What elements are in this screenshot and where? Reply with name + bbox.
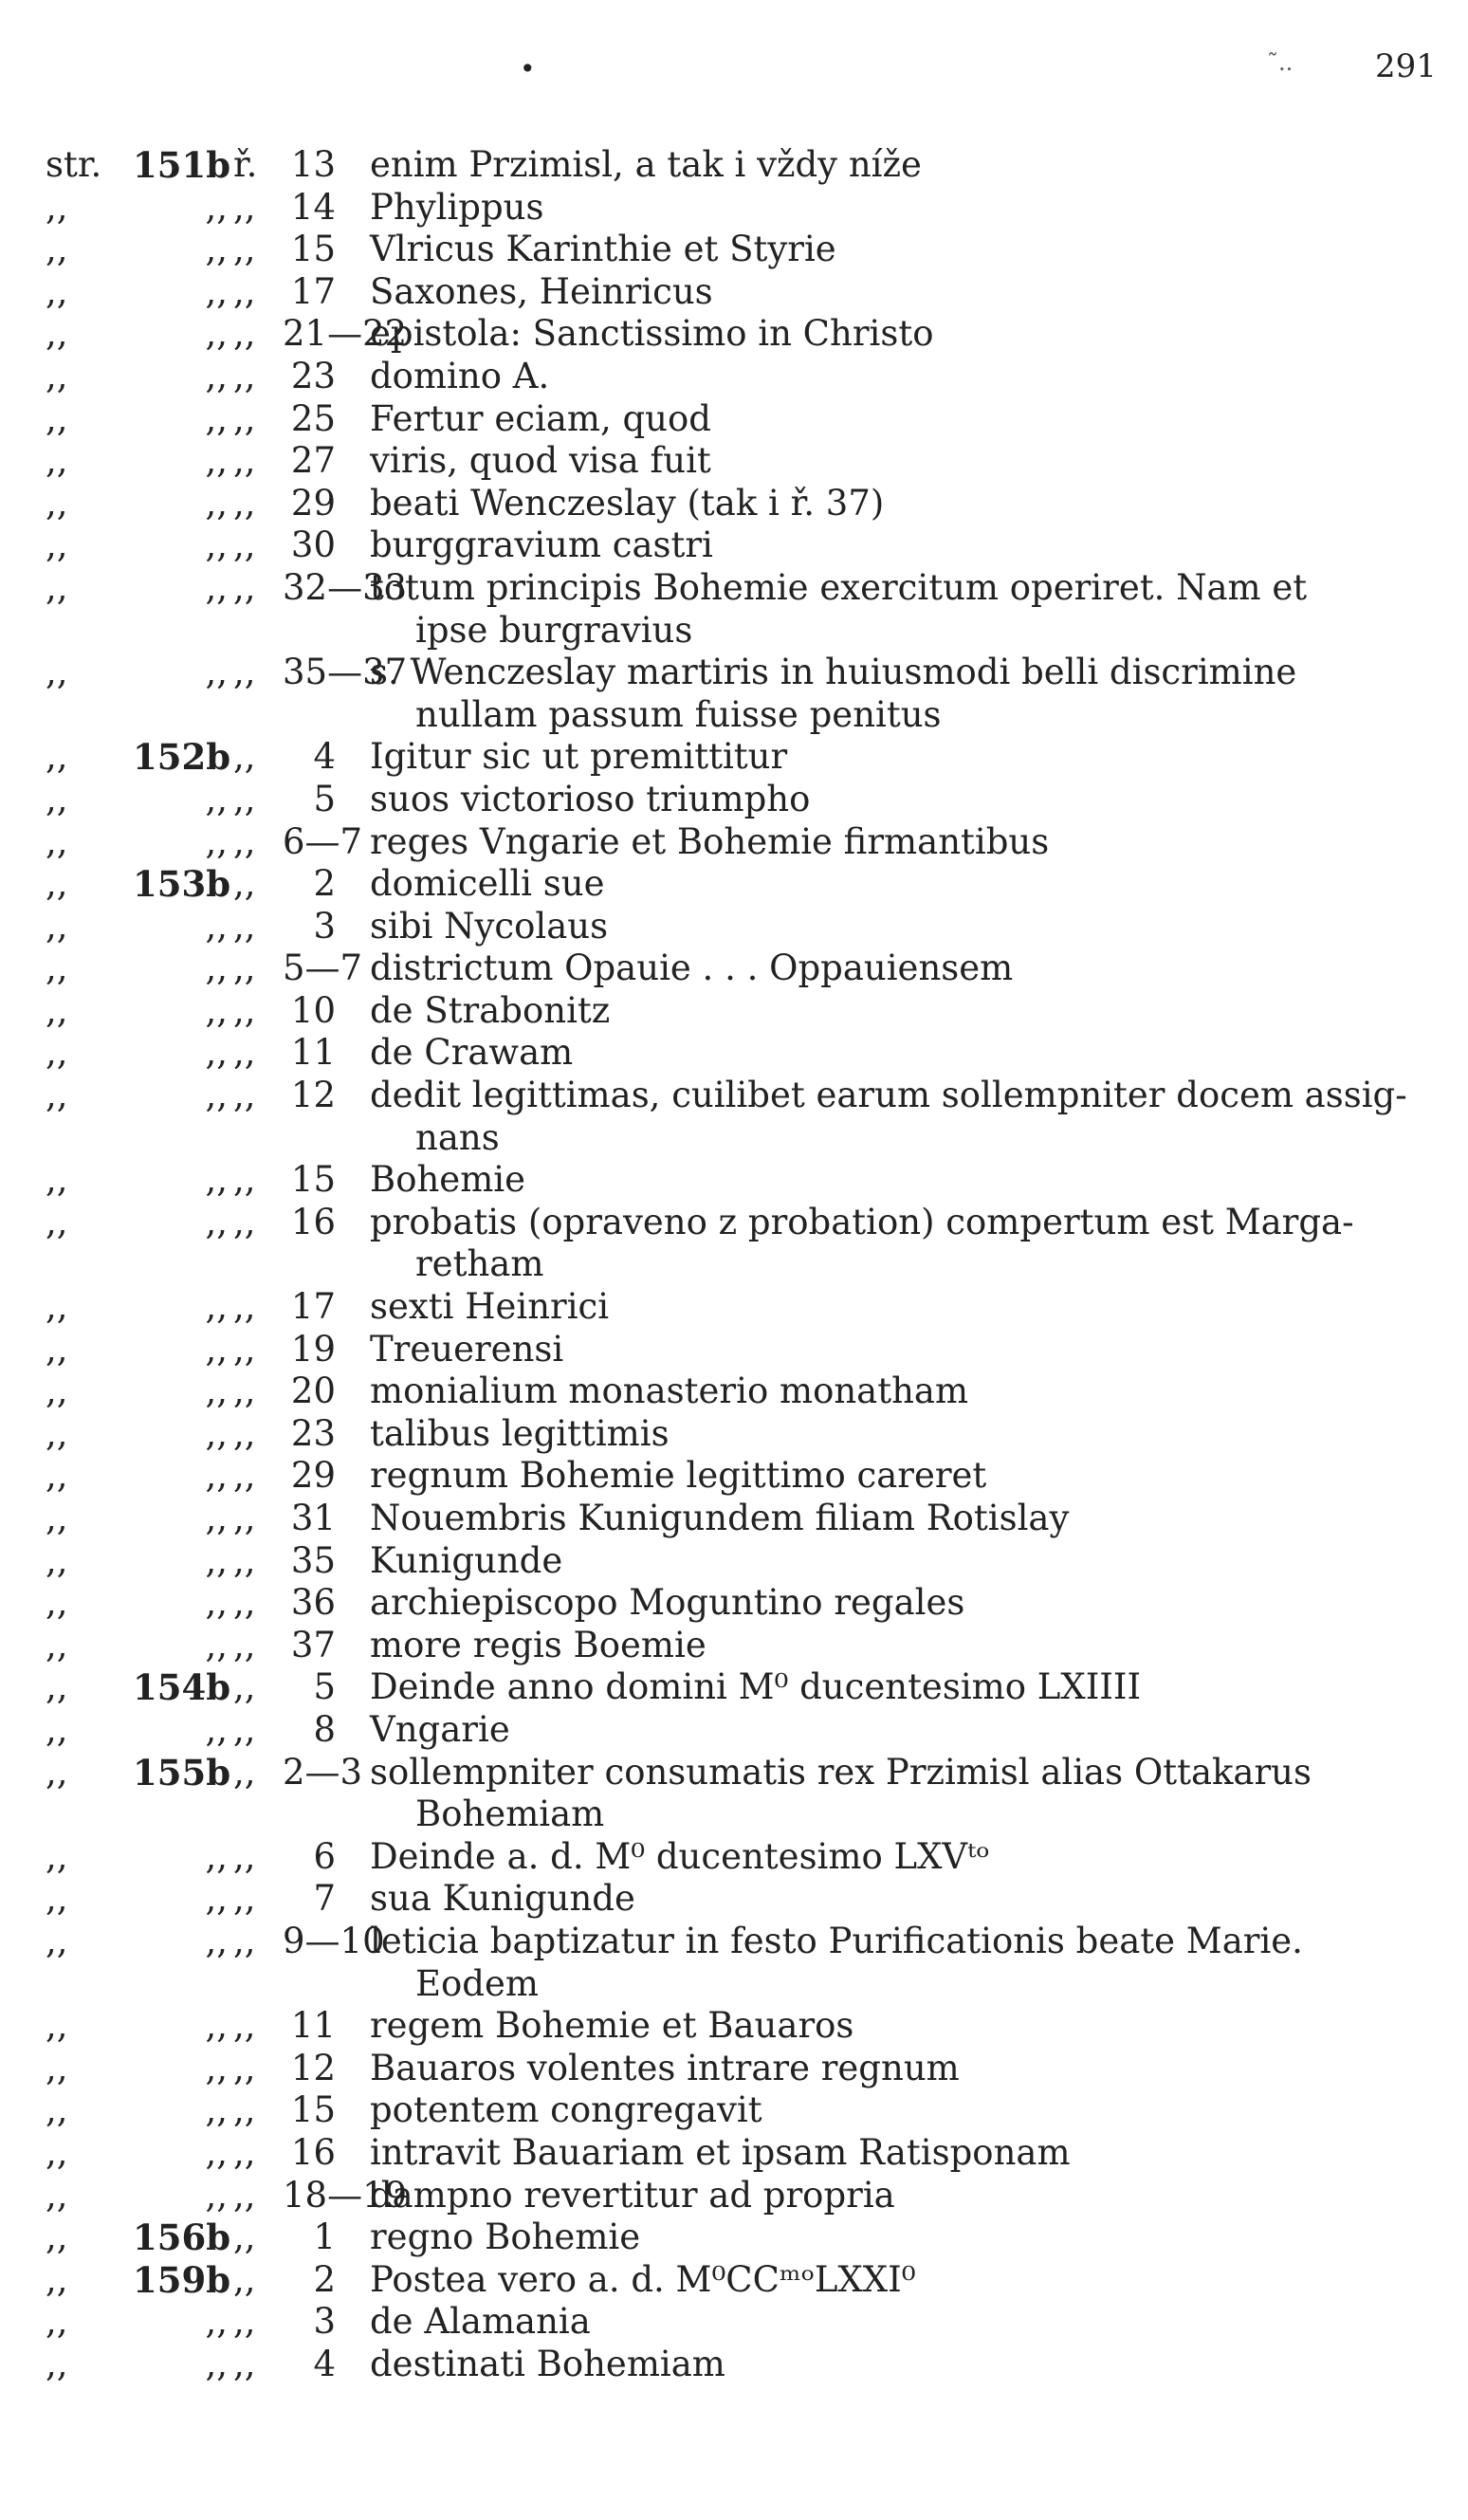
entry-text: Kunigunde xyxy=(370,1539,563,1581)
ref-line-number: 35—37 xyxy=(283,652,408,693)
ref-page: ,, xyxy=(205,2047,228,2088)
ref-str: ,, xyxy=(46,1878,68,1920)
ref-page: ,, xyxy=(205,2089,228,2131)
ref-page: ,, xyxy=(205,186,228,228)
ref-page: ,, xyxy=(205,947,228,989)
ref-line-number: 1 xyxy=(313,2216,336,2258)
list-item xyxy=(0,863,1468,906)
list-item-continuation xyxy=(0,694,1468,737)
ref-page: ,, xyxy=(205,1878,228,1920)
ref-line-abbr: ,, xyxy=(233,1498,256,1538)
entry-text: reges Vngarie et Bohemie firmantibus xyxy=(370,820,1050,862)
ref-str: ,, xyxy=(46,1455,68,1497)
ref-page: ,, xyxy=(205,524,228,566)
list-item xyxy=(0,1752,1468,1794)
ref-line-abbr: ,, xyxy=(233,2089,256,2131)
entry-text: Phylippus xyxy=(370,186,544,228)
ref-line-number: 2 xyxy=(313,863,336,905)
ref-line-abbr: ,, xyxy=(233,229,256,270)
entry-text: de Alamania xyxy=(370,2301,591,2343)
ref-str: ,, xyxy=(46,1412,68,1454)
ref-line-abbr: ,, xyxy=(233,1201,256,1242)
ref-line-number: 7 xyxy=(313,1878,336,1920)
ref-str: ,, xyxy=(46,1201,68,1242)
ref-line-number: 5 xyxy=(313,778,336,819)
ref-line-number: 12 xyxy=(290,1075,336,1116)
list-item xyxy=(0,1625,1468,1667)
ref-page: 155b xyxy=(133,1751,231,1793)
ref-str: ,, xyxy=(46,778,68,819)
entry-text: Igitur sic ut premittitur xyxy=(370,736,788,778)
ref-line-abbr: ,, xyxy=(233,482,256,524)
ref-page: 156b xyxy=(133,2216,231,2259)
entry-text: sibi Nycolaus xyxy=(370,905,609,947)
ref-str: ,, xyxy=(46,229,68,270)
entry-text: suos victorioso triumpho xyxy=(370,778,811,819)
entry-text: de Crawam xyxy=(370,1032,574,1074)
ref-page: ,, xyxy=(205,652,228,693)
ref-line-number: 25 xyxy=(290,397,336,439)
ref-page: ,, xyxy=(205,270,228,312)
ref-line-number: 20 xyxy=(290,1370,336,1412)
ref-page: 153b xyxy=(133,863,231,906)
ref-str: ,, xyxy=(46,1539,68,1581)
ref-line-number: 5 xyxy=(313,1666,336,1708)
ref-line-number: 6 xyxy=(313,1835,336,1877)
ref-line-abbr: ,, xyxy=(233,1582,256,1624)
list-item xyxy=(0,1921,1468,1963)
ref-page: ,, xyxy=(205,1920,228,1961)
ref-str: ,, xyxy=(46,1751,68,1793)
list-item xyxy=(0,229,1468,271)
ref-page: 151b xyxy=(133,144,231,186)
ref-line-number: 11 xyxy=(290,1032,336,1074)
entry-text: Fertur eciam, quod xyxy=(370,397,711,439)
ref-page: ,, xyxy=(205,566,228,608)
ref-page: ,, xyxy=(205,905,228,947)
list-item-continuation xyxy=(0,1793,1468,1836)
list-item xyxy=(0,1878,1468,1921)
entry-text: Postea vero a. d. M⁰CCᵐᵒLXXI⁰ xyxy=(370,2258,916,2300)
list-item-continuation xyxy=(0,610,1468,653)
ref-str: ,, xyxy=(46,1708,68,1750)
list-item xyxy=(0,1159,1468,1202)
entry-text: Vlricus Karinthie et Styrie xyxy=(370,229,836,270)
ref-line-number: 36 xyxy=(290,1582,336,1624)
ref-page: ,, xyxy=(205,2174,228,2216)
ref-line-number: 3 xyxy=(313,2301,336,2343)
ref-line-number: 5—7 xyxy=(283,947,363,989)
ref-line-abbr: ,, xyxy=(233,820,256,862)
ref-line-abbr: ,, xyxy=(233,397,256,439)
entry-text: regno Bohemie xyxy=(370,2216,641,2258)
ref-str: ,, xyxy=(46,1498,68,1538)
entry-text: burggravium castri xyxy=(370,524,713,566)
entry-text: Eodem xyxy=(415,1962,539,2004)
ref-line-abbr: ,, xyxy=(233,2216,256,2258)
entry-text: districtum Opauie . . . Oppauiensem xyxy=(370,947,1014,989)
ref-line-abbr: ,, xyxy=(233,270,256,312)
ref-line-number: 10 xyxy=(290,989,336,1031)
ref-str: ,, xyxy=(46,2174,68,2216)
ref-line-number: 15 xyxy=(290,229,336,270)
ref-line-number: 17 xyxy=(290,1286,336,1328)
ref-str: ,, xyxy=(46,652,68,693)
entry-text: ipse burgravius xyxy=(415,609,693,651)
ref-str: ,, xyxy=(46,1666,68,1708)
ref-page: ,, xyxy=(205,1328,228,1370)
entry-text: potentem congregavit xyxy=(370,2089,762,2131)
entry-text: sua Kunigunde xyxy=(370,1878,635,1920)
list-item xyxy=(0,1455,1468,1498)
ref-str: ,, xyxy=(46,355,68,396)
ref-str: ,, xyxy=(46,1835,68,1877)
ref-page: ,, xyxy=(205,1582,228,1624)
list-item xyxy=(0,440,1468,483)
ref-page: ,, xyxy=(205,355,228,396)
ref-line-number: 2 xyxy=(313,2258,336,2300)
entry-text: intravit Bauariam et ipsam Ratisponam xyxy=(370,2131,1071,2173)
ref-line-abbr: ,, xyxy=(233,524,256,566)
ref-page: ,, xyxy=(205,2343,228,2384)
list-item xyxy=(0,2216,1468,2259)
list-item xyxy=(0,398,1468,441)
ref-line-abbr: ,, xyxy=(233,1666,256,1708)
ref-line-abbr: ,, xyxy=(233,355,256,396)
list-item xyxy=(0,2005,1468,2048)
ref-line-abbr: ,, xyxy=(233,989,256,1031)
list-item xyxy=(0,187,1468,230)
ref-page: ,, xyxy=(205,1539,228,1581)
ref-line-number: 29 xyxy=(290,1455,336,1497)
ref-str: ,, xyxy=(46,1582,68,1624)
ref-line-number: 37 xyxy=(290,1624,336,1665)
ref-str: ,, xyxy=(46,1920,68,1961)
ref-page: ,, xyxy=(205,1159,228,1201)
ref-page: ,, xyxy=(205,1370,228,1412)
list-item-continuation xyxy=(0,1117,1468,1160)
ref-page: ,, xyxy=(205,1835,228,1877)
ref-page: ,, xyxy=(205,1624,228,1665)
entry-text: viris, quod visa fuit xyxy=(370,440,711,482)
ref-str: ,, xyxy=(46,820,68,862)
entry-text: Bauaros volentes intrare regnum xyxy=(370,2047,960,2088)
ref-line-abbr: ,, xyxy=(233,652,256,693)
ref-line-number: 18—19 xyxy=(283,2174,408,2216)
ref-page: 152b xyxy=(133,736,231,779)
ref-str: ,, xyxy=(46,566,68,608)
ref-line-abbr: ,, xyxy=(233,1708,256,1750)
ref-str: ,, xyxy=(46,947,68,989)
ref-line-number: 27 xyxy=(290,440,336,482)
ref-str: ,, xyxy=(46,2301,68,2343)
ref-str: ,, xyxy=(46,186,68,228)
list-item xyxy=(0,1413,1468,1456)
list-item xyxy=(0,1709,1468,1752)
list-item xyxy=(0,1540,1468,1583)
ref-page: ,, xyxy=(205,989,228,1031)
ref-page: 159b xyxy=(133,2258,231,2301)
entry-text: sexti Heinrici xyxy=(370,1286,610,1328)
ref-str: ,, xyxy=(46,1075,68,1116)
ref-line-abbr: ,, xyxy=(233,2131,256,2173)
ref-line-number: 15 xyxy=(290,1159,336,1201)
ref-line-abbr: ,, xyxy=(233,2343,256,2384)
ref-line-number: 9—10 xyxy=(283,1920,385,1961)
ref-line-abbr: ř. xyxy=(233,144,258,185)
ref-str: ,, xyxy=(46,270,68,312)
ref-line-number: 15 xyxy=(290,2089,336,2131)
entry-text: epistola: Sanctissimo in Christo xyxy=(370,313,934,355)
ref-line-number: 21—22 xyxy=(283,313,408,355)
ref-page: ,, xyxy=(205,2005,228,2047)
list-item-continuation xyxy=(0,1963,1468,2006)
ref-page: ,, xyxy=(205,1286,228,1328)
list-item xyxy=(0,906,1468,948)
ref-page: ,, xyxy=(205,482,228,524)
ref-page: ,, xyxy=(205,1708,228,1750)
entry-text: probatis (opraveno z probation) compertum est Marga- xyxy=(370,1201,1354,1242)
ref-str: ,, xyxy=(46,313,68,355)
ref-str: ,, xyxy=(46,905,68,947)
ref-line-abbr: ,, xyxy=(233,1455,256,1497)
ref-page: ,, xyxy=(205,778,228,819)
entry-text: s. Wenczeslay martiris in huiusmodi belli discrimine xyxy=(370,652,1297,693)
entry-text: nans xyxy=(415,1116,500,1158)
ref-str: ,, xyxy=(46,989,68,1031)
list-item xyxy=(0,1582,1468,1625)
ref-line-number: 29 xyxy=(290,482,336,524)
list-item xyxy=(0,2132,1468,2175)
ref-line-number: 12 xyxy=(290,2047,336,2088)
ref-page: 154b xyxy=(133,1666,231,1709)
entry-text: archiepiscopo Moguntino regales xyxy=(370,1582,965,1624)
entry-text: beati Wenczeslay (tak i ř. 37) xyxy=(370,482,885,524)
ref-line-abbr: ,, xyxy=(233,778,256,819)
list-item xyxy=(0,1286,1468,1329)
ref-page: ,, xyxy=(205,1412,228,1454)
entry-text: Vngarie xyxy=(370,1708,510,1750)
header-marks: ˜.. xyxy=(1267,49,1294,76)
entry-text: Bohemiam xyxy=(415,1793,605,1835)
entry-text: dampno revertitur ad propria xyxy=(370,2174,895,2216)
ref-line-number: 13 xyxy=(290,144,336,185)
page-number: 291 xyxy=(1375,47,1437,85)
list-item xyxy=(0,1329,1468,1371)
ref-line-abbr: ,, xyxy=(233,2301,256,2343)
list-item xyxy=(0,2301,1468,2344)
header-dot: • xyxy=(520,53,536,84)
ref-line-abbr: ,, xyxy=(233,863,256,905)
list-item xyxy=(0,2344,1468,2386)
ref-str: ,, xyxy=(46,2131,68,2173)
ref-line-abbr: ,, xyxy=(233,1878,256,1920)
ref-line-number: 32—33 xyxy=(283,566,408,608)
list-item xyxy=(0,736,1468,779)
ref-str: ,, xyxy=(46,2005,68,2047)
entry-text: regnum Bohemie legittimo careret xyxy=(370,1455,987,1497)
ref-line-number: 8 xyxy=(313,1708,336,1750)
list-item xyxy=(0,779,1468,821)
ref-line-abbr: ,, xyxy=(233,905,256,947)
ref-line-number: 3 xyxy=(313,905,336,947)
ref-str: ,, xyxy=(46,863,68,905)
list-item xyxy=(0,1032,1468,1075)
list-item xyxy=(0,483,1468,525)
ref-line-number: 16 xyxy=(290,2131,336,2173)
ref-str: ,, xyxy=(46,2343,68,2384)
list-item xyxy=(0,1075,1468,1117)
entry-text: retham xyxy=(415,1243,544,1285)
ref-line-abbr: ,, xyxy=(233,1412,256,1454)
entry-text: Deinde anno domini M⁰ ducentesimo LXIIII xyxy=(370,1666,1142,1708)
ref-line-abbr: ,, xyxy=(233,2047,256,2088)
list-item xyxy=(0,947,1468,990)
ref-str: str. xyxy=(46,144,102,185)
ref-line-abbr: ,, xyxy=(233,1370,256,1412)
ref-page: ,, xyxy=(205,313,228,355)
ref-line-abbr: ,, xyxy=(233,1286,256,1328)
ref-page: ,, xyxy=(205,440,228,482)
ref-line-number: 35 xyxy=(290,1539,336,1581)
entry-text: more regis Boemie xyxy=(370,1624,706,1665)
ref-line-number: 30 xyxy=(290,524,336,566)
ref-line-number: 4 xyxy=(313,736,336,778)
ref-line-abbr: ,, xyxy=(233,1075,256,1116)
ref-line-abbr: ,, xyxy=(233,1751,256,1793)
ref-line-abbr: ,, xyxy=(233,1920,256,1961)
ref-line-number: 19 xyxy=(290,1328,336,1370)
entry-text: Deinde a. d. M⁰ ducentesimo LXVᵗᵒ xyxy=(370,1835,990,1877)
list-item xyxy=(0,1836,1468,1879)
ref-page: ,, xyxy=(205,1032,228,1074)
ref-page: ,, xyxy=(205,1201,228,1242)
list-item-continuation xyxy=(0,1243,1468,1286)
ref-page: ,, xyxy=(205,2131,228,2173)
entry-text: Bohemie xyxy=(370,1159,526,1201)
ref-str: ,, xyxy=(46,482,68,524)
ref-line-abbr: ,, xyxy=(233,1835,256,1877)
entry-text: domicelli sue xyxy=(370,863,605,905)
ref-str: ,, xyxy=(46,2047,68,2088)
ref-line-number: 11 xyxy=(290,2005,336,2047)
ref-str: ,, xyxy=(46,1286,68,1328)
list-item xyxy=(0,524,1468,567)
ref-str: ,, xyxy=(46,2258,68,2300)
entry-text: regem Bohemie et Bauaros xyxy=(370,2005,854,2047)
list-item xyxy=(0,2259,1468,2302)
ref-page: ,, xyxy=(205,1455,228,1497)
list-item xyxy=(0,2175,1468,2217)
list-item xyxy=(0,821,1468,864)
list-item xyxy=(0,1370,1468,1413)
ref-str: ,, xyxy=(46,2089,68,2131)
ref-str: ,, xyxy=(46,440,68,482)
ref-line-number: 23 xyxy=(290,1412,336,1454)
ref-page: ,, xyxy=(205,2301,228,2343)
entry-text: Saxones, Heinricus xyxy=(370,270,713,312)
ref-page: ,, xyxy=(205,1075,228,1116)
entry-text: Nouembris Kunigundem filiam Rotislay xyxy=(370,1498,1070,1538)
ref-line-abbr: ,, xyxy=(233,566,256,608)
entry-text: destinati Bohemiam xyxy=(370,2343,725,2384)
list-item xyxy=(0,567,1468,610)
ref-str: ,, xyxy=(46,524,68,566)
ref-line-abbr: ,, xyxy=(233,736,256,778)
ref-line-abbr: ,, xyxy=(233,1624,256,1665)
ref-str: ,, xyxy=(46,1032,68,1074)
list-item xyxy=(0,2089,1468,2132)
ref-line-number: 31 xyxy=(290,1498,336,1538)
list-item xyxy=(0,990,1468,1033)
ref-line-number: 23 xyxy=(290,355,336,396)
ref-page: ,, xyxy=(205,397,228,439)
list-item xyxy=(0,652,1468,694)
list-item xyxy=(0,144,1468,187)
entry-text: nullam passum fuisse penitus xyxy=(415,693,942,735)
ref-line-abbr: ,, xyxy=(233,313,256,355)
ref-line-number: 16 xyxy=(290,1201,336,1242)
entry-text: Treuerensi xyxy=(370,1328,564,1370)
entry-text: domino A. xyxy=(370,355,550,396)
ref-line-abbr: ,, xyxy=(233,186,256,228)
ref-str: ,, xyxy=(46,1159,68,1201)
entry-text: dedit legittimas, cuilibet earum sollempniter docem assig- xyxy=(370,1075,1407,1116)
ref-line-abbr: ,, xyxy=(233,1328,256,1370)
list-item xyxy=(0,271,1468,314)
entry-text: talibus legittimis xyxy=(370,1412,670,1454)
list-item xyxy=(0,1498,1468,1540)
list-item xyxy=(0,1666,1468,1709)
ref-line-abbr: ,, xyxy=(233,2005,256,2047)
ref-line-number: 14 xyxy=(290,186,336,228)
entry-text: de Strabonitz xyxy=(370,989,611,1031)
ref-str: ,, xyxy=(46,1370,68,1412)
ref-str: ,, xyxy=(46,397,68,439)
ref-line-abbr: ,, xyxy=(233,2258,256,2300)
ref-str: ,, xyxy=(46,736,68,778)
ref-str: ,, xyxy=(46,2216,68,2258)
ref-line-abbr: ,, xyxy=(233,947,256,989)
ref-line-abbr: ,, xyxy=(233,1159,256,1201)
list-item xyxy=(0,313,1468,356)
ref-line-number: 4 xyxy=(313,2343,336,2384)
ref-str: ,, xyxy=(46,1624,68,1665)
list-item xyxy=(0,1202,1468,1244)
ref-page: ,, xyxy=(205,229,228,270)
entry-text: sollempniter consumatis rex Przimisl alias Ottakarus xyxy=(370,1751,1312,1793)
ref-page: ,, xyxy=(205,1498,228,1538)
ref-str: ,, xyxy=(46,1328,68,1370)
ref-page: ,, xyxy=(205,820,228,862)
ref-line-abbr: ,, xyxy=(233,1539,256,1581)
list-item xyxy=(0,356,1468,398)
errata-list xyxy=(0,144,1468,2385)
entry-text: totum principis Bohemie exercitum operiret. Nam et xyxy=(370,566,1308,608)
entry-text: monialium monasterio monatham xyxy=(370,1370,969,1412)
entry-text: enim Przimisl, a tak i vždy níže xyxy=(370,144,922,185)
entry-text: leticia baptizatur in festo Purificationis beate Marie. xyxy=(370,1920,1303,1961)
ref-line-number: 6—7 xyxy=(283,820,363,862)
ref-line-abbr: ,, xyxy=(233,2174,256,2216)
list-item xyxy=(0,2048,1468,2090)
ref-line-number: 2—3 xyxy=(283,1751,363,1793)
ref-line-abbr: ,, xyxy=(233,1032,256,1074)
ref-line-abbr: ,, xyxy=(233,440,256,482)
ref-line-number: 17 xyxy=(290,270,336,312)
